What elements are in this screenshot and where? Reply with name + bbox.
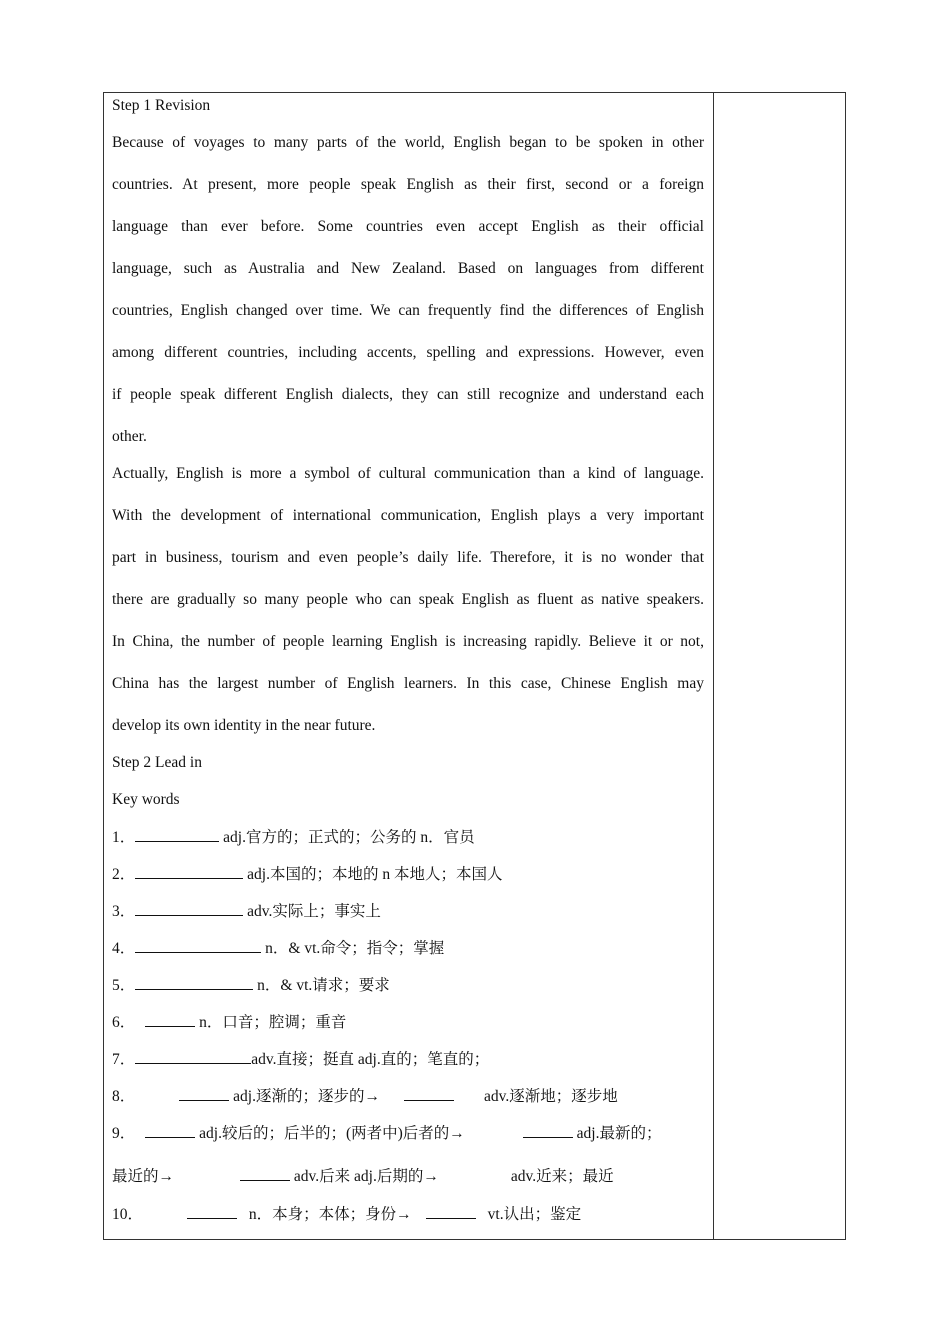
item-definition: n．& vt.请求；要求 <box>257 977 390 994</box>
paragraph-2-line: part in business, tourism and even people’s daily life. Therefore, it is no wonder that <box>112 549 704 566</box>
item-number: 3． <box>112 903 136 920</box>
item-number: 8． <box>112 1088 136 1105</box>
paragraph-2-line: develop its own identity in the near future. <box>112 717 376 734</box>
paragraph-1-line: countries, English changed over time. We can frequently find the differences of English <box>112 302 704 319</box>
item-number: 2． <box>112 866 136 883</box>
step2-heading: Step 2 Lead in <box>112 754 202 771</box>
key-word-item-9-continued <box>112 1166 704 1187</box>
item-number: 4． <box>112 940 136 957</box>
answer-blank[interactable] <box>240 1166 290 1181</box>
item-definition: adj.逐渐的；逐步的→ <box>233 1088 380 1105</box>
paragraph-1-line: if people speak different English dialects, they can still recognize and understand each <box>112 386 704 403</box>
item-definition: adj.本国的；本地的 n 本地人；本国人 <box>247 866 503 883</box>
answer-blank[interactable] <box>135 938 261 953</box>
key-words-heading: Key words <box>112 791 180 808</box>
key-word-item-2 <box>112 864 704 885</box>
paragraph-1-line: other. <box>112 428 147 445</box>
item-definition: adv.后来 adj.后期的→ <box>293 1168 439 1185</box>
paragraph-1-line: countries. At present, more people speak English as their first, second or a foreign <box>112 176 704 193</box>
paragraph-1-line: Because of voyages to many parts of the world, English began to be spoken in other <box>112 134 704 151</box>
answer-blank[interactable] <box>179 1086 229 1101</box>
paragraph-2-line: China has the largest number of English learners. In this case, Chinese English may <box>112 675 704 692</box>
paragraph-2-line: there are gradually so many people who can speak English as fluent as native speakers. <box>112 591 704 608</box>
key-word-item-5 <box>112 975 704 996</box>
paragraph-1-line: language than ever before. Some countries even accept English as their official <box>112 218 704 235</box>
paragraph-2-line: Actually, English is more a symbol of cultural communication than a kind of language. <box>112 465 704 482</box>
answer-blank[interactable] <box>135 864 243 879</box>
item-definition: adv.实际上；事实上 <box>247 903 381 920</box>
item-definition: 最近的→ <box>112 1168 175 1185</box>
answer-blank[interactable] <box>135 975 253 990</box>
answer-blank[interactable] <box>145 1012 195 1027</box>
item-definition: adv.逐渐地；逐步地 <box>483 1088 618 1105</box>
item-definition: adv.直接；挺直 adj.直的；笔直的； <box>251 1051 490 1068</box>
item-definition: n．& vt.命令；指令；掌握 <box>265 940 445 957</box>
answer-blank[interactable] <box>135 827 219 842</box>
paragraph-2-line: In China, the number of people learning English is increasing rapidly. Believe it or not, <box>112 633 704 650</box>
item-definition: adj.较后的；后半的；(两者中)后者的→ <box>199 1125 465 1142</box>
key-word-item-8 <box>112 1086 704 1107</box>
paragraph-1-line: among different countries, including accents, spelling and expressions. However, even <box>112 344 704 361</box>
key-word-item-1 <box>112 827 704 848</box>
item-number: 10． <box>112 1206 144 1223</box>
answer-blank[interactable] <box>426 1204 476 1219</box>
answer-blank[interactable] <box>135 1049 251 1064</box>
key-word-item-3 <box>112 901 704 922</box>
key-word-item-4 <box>112 938 704 959</box>
item-definition: adv.近来；最近 <box>510 1168 614 1185</box>
key-word-item-10 <box>112 1204 704 1225</box>
answer-blank[interactable] <box>145 1123 195 1138</box>
key-word-item-7 <box>112 1049 704 1070</box>
key-word-item-6 <box>112 1012 704 1033</box>
item-definition: adj.最新的； <box>576 1125 662 1142</box>
item-definition: n．口音；腔调；重音 <box>199 1014 347 1031</box>
item-definition: adj.官方的；正式的；公务的 n．官员 <box>223 829 475 846</box>
answer-blank[interactable] <box>404 1086 454 1101</box>
answer-blank[interactable] <box>135 901 243 916</box>
item-number: 1． <box>112 829 136 846</box>
answer-blank[interactable] <box>187 1204 237 1219</box>
answer-blank[interactable] <box>523 1123 573 1138</box>
paragraph-2-line: With the development of international communication, English plays a very important <box>112 507 704 524</box>
paragraph-1-line: language, such as Australia and New Zealand. Based on languages from different <box>112 260 704 277</box>
item-number: 5． <box>112 977 136 994</box>
item-definition: vt.认出；鉴定 <box>487 1206 582 1223</box>
step1-heading: Step 1 Revision <box>112 97 211 114</box>
notes-column-divider <box>713 92 714 1240</box>
item-definition: n．本身；本体；身份→ <box>248 1206 412 1223</box>
key-word-item-9 <box>112 1123 704 1144</box>
item-number: 7． <box>112 1051 136 1068</box>
item-number: 9． <box>112 1125 136 1142</box>
item-number: 6． <box>112 1014 136 1031</box>
